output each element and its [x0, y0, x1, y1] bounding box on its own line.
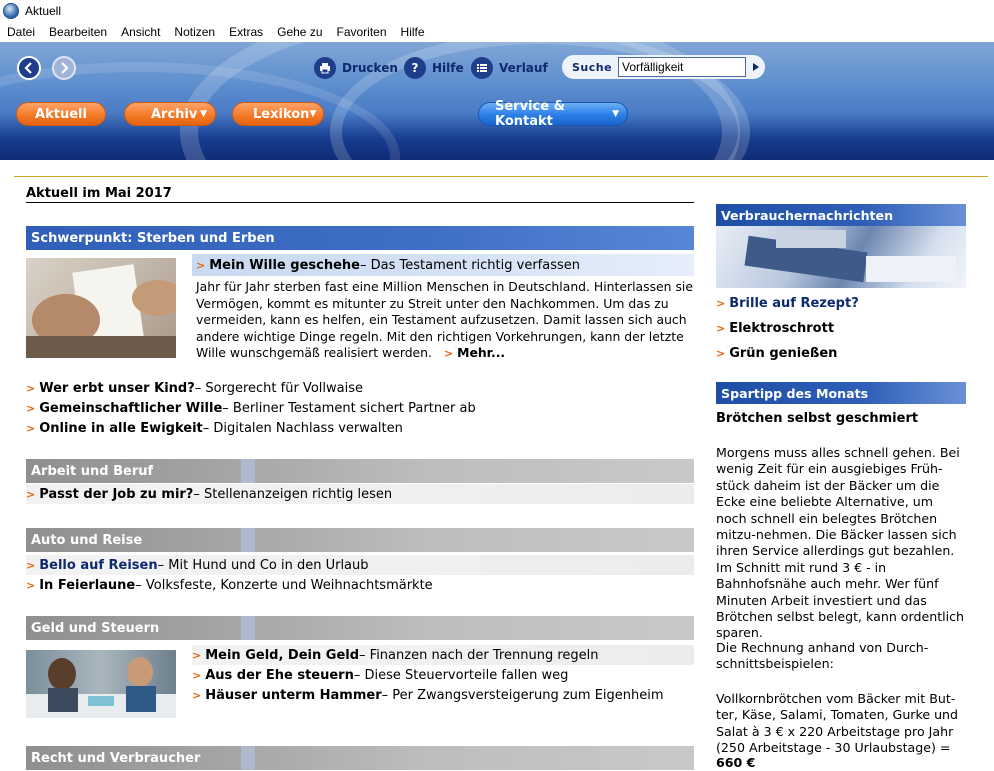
section-title: Arbeit und Beruf [31, 463, 154, 479]
section-header-auto-reise [26, 528, 694, 552]
print-label: Drucken [342, 61, 398, 75]
sidebar-link[interactable] [716, 321, 834, 336]
bar-highlight [241, 746, 255, 770]
triangle-right-icon [752, 62, 760, 72]
section-header-arbeit-beruf [26, 459, 694, 483]
arrow-right-icon: > [192, 668, 202, 682]
printer-icon [314, 57, 336, 79]
sidebar-link-label: Elektroschrott [729, 321, 835, 336]
section-title: Geld und Steuern [31, 620, 160, 636]
help-label: Hilfe [432, 61, 464, 75]
sidebar-header-spartipp [716, 382, 966, 404]
tab-aktuell[interactable] [16, 102, 106, 126]
question-icon: ? [404, 57, 426, 79]
arrow-right-icon: > [716, 322, 726, 335]
article-link[interactable]: Häuser unterm Hammer [205, 687, 382, 703]
menu-hilfe[interactable]: Hilfe [400, 25, 425, 39]
article-subtitle: – Stellenanzeigen richtig lesen [193, 486, 393, 502]
section-title: Recht und Verbraucher [31, 750, 201, 766]
tab-label: Archiv [151, 106, 198, 122]
sidebar-link[interactable] [716, 296, 859, 311]
article-link[interactable]: Mein Geld, Dein Geld [205, 647, 360, 663]
article-subtitle: – Mit Hund und Co in den Urlaub [157, 557, 369, 573]
more-link[interactable]: Mehr... [457, 345, 506, 360]
article-subtitle: – Per Zwangsversteigerung zum Eigenheim [381, 687, 664, 703]
spartipp-total: 660 € [716, 755, 756, 770]
section-header-recht-verbraucher [26, 746, 694, 770]
divider [26, 202, 694, 203]
arrow-right-icon: > [26, 421, 36, 435]
spartipp-headline: Brötchen selbst geschmiert [716, 411, 919, 426]
menu-extras[interactable]: Extras [229, 25, 264, 39]
section-title: Schwerpunkt: Sterben und Erben [31, 230, 275, 246]
article-link[interactable]: Online in alle Ewigkeit [39, 420, 203, 436]
tab-label: Aktuell [35, 106, 87, 122]
list-item[interactable] [192, 685, 694, 705]
sidebar-link-label: Brille auf Rezept? [729, 296, 859, 311]
history-label: Verlauf [499, 61, 548, 75]
featured-article-subtitle: – Das Testament richtig verfassen [359, 257, 580, 273]
featured-article-text [196, 279, 694, 363]
article-link[interactable]: Passt der Job zu mir? [39, 486, 194, 502]
help-button[interactable] [404, 56, 464, 80]
arrow-right-icon: > [26, 401, 36, 415]
bar-highlight [241, 528, 255, 552]
couple-photo [26, 650, 176, 718]
list-item[interactable] [26, 418, 694, 438]
arrow-left-icon [23, 62, 35, 74]
tab-label: Service & Kontakt [495, 99, 565, 129]
article-subtitle: – Sorgerecht für Vollwaise [194, 380, 363, 396]
featured-article-body: Jahr für Jahr sterben fast eine Million Menschen in Deutschland. Hinterlassen sie Vermögen, kommt es mitunter zu Streit unter den Nachkommen. Um das zu vermeiden, kann es helfen, ein Testament aufzusetzen. Damit lassen sich auch andere wichtige Dinge regeln. Mit den richtigen Vorkehrungen, kann der letzte Wille wunschgemäß realisiert werden. [196, 279, 693, 360]
history-button[interactable] [471, 56, 548, 80]
spartipp-paragraph: Morgens muss alles schnell gehen. Bei wenig Zeit für ein ausgiebiges Früh-stück daheim ist der Bäcker um die Ecke eine beliebte Alternative, um noch schnell ein belegtes Brötchen mitzu-nehmen. Die Bäcker lassen sich ihren Service allerdings gut bezahlen. Im Schnitt mit rund 3 € - in Bahnhofsnähe auch mehr. Wer fünf Minuten Arbeit investiert und das Brötchen selbst belegt, kann ordentlich sparen. [716, 445, 965, 641]
list-item[interactable] [26, 484, 694, 504]
featured-article-header[interactable] [192, 254, 694, 276]
print-button[interactable] [314, 56, 398, 80]
arrow-right-icon [58, 62, 70, 74]
nav-toolbar [0, 42, 994, 92]
menubar [0, 22, 994, 42]
tab-archiv[interactable] [124, 102, 216, 126]
article-subtitle: – Berliner Testament sichert Partner ab [222, 400, 476, 416]
list-item[interactable] [26, 555, 694, 575]
window-title: Aktuell [25, 4, 62, 18]
section-header-sterben-erben [26, 226, 694, 250]
window-titlebar [0, 0, 994, 22]
arrow-right-icon: > [192, 648, 202, 662]
spartipp-paragraph: Vollkornbrötchen vom Bäcker mit But-ter, Käse, Salami, Tomaten, Gurke und Salat à 3 € x 220 Arbeitstage pro Jahr (250 Arbeitstage - 30 Urlaubstage) = [716, 691, 959, 756]
testament-photo [26, 258, 176, 358]
caret-down-icon: ▼ [612, 109, 619, 119]
arrow-right-icon: > [26, 558, 36, 572]
arrow-right-icon: > [443, 347, 454, 360]
arrow-right-icon: > [196, 258, 206, 272]
article-subtitle: – Finanzen nach der Trennung regeln [359, 647, 599, 663]
spartipp-paragraph: Die Rechnung anhand von Durch-schnittsbeispielen: [716, 640, 929, 672]
arrow-right-icon: > [716, 347, 726, 360]
sidebar-title: Spartipp des Monats [721, 385, 869, 401]
page-title: Aktuell im Mai 2017 [26, 186, 172, 201]
arrow-right-icon: > [26, 578, 36, 592]
search-label: Suche [572, 60, 613, 74]
arrow-right-icon: > [192, 688, 202, 702]
tab-label: Lexikon [253, 106, 310, 122]
sidebar-header-verbraucher [716, 204, 966, 226]
list-item[interactable] [192, 645, 694, 665]
menu-notizen[interactable]: Notizen [174, 25, 216, 39]
arrow-right-icon: > [26, 381, 36, 395]
divider [14, 176, 988, 177]
menu-bearbeiten[interactable]: Bearbeiten [49, 25, 108, 39]
arrow-right-icon: > [26, 487, 36, 501]
section-title: Auto und Reise [31, 532, 143, 548]
section-header-geld-steuern [26, 616, 694, 640]
caret-down-icon: ▼ [309, 109, 317, 119]
sidebar-title: Verbrauchernachrichten [721, 207, 894, 223]
menu-ansicht[interactable]: Ansicht [121, 25, 161, 39]
bar-highlight [241, 616, 255, 640]
article-subtitle: – Diese Steuervorteile fallen weg [353, 667, 569, 683]
tab-service-kontakt[interactable] [478, 99, 628, 129]
article-link[interactable]: Wer erbt unser Kind? [39, 380, 195, 396]
featured-article-link[interactable]: Mein Wille geschehe [209, 257, 360, 273]
list-item[interactable] [192, 665, 694, 685]
bar-highlight [241, 459, 255, 483]
article-link[interactable]: Aus der Ehe steuern [205, 667, 354, 683]
list-item[interactable] [26, 398, 694, 418]
sidebar-link-label: Grün genießen [729, 346, 838, 361]
search-go-button[interactable] [750, 59, 762, 75]
menu-gehe-zu[interactable]: Gehe zu [277, 25, 323, 39]
article-link[interactable]: Gemeinschaftlicher Wille [39, 400, 223, 416]
search-input[interactable] [618, 57, 746, 77]
caret-down-icon: ▼ [200, 109, 207, 119]
menu-favoriten[interactable]: Favoriten [336, 25, 387, 39]
tab-lexikon[interactable] [232, 102, 324, 126]
article-link[interactable]: In Feierlaune [39, 577, 136, 593]
back-button[interactable] [17, 56, 41, 80]
sidebar-link[interactable] [716, 346, 837, 361]
app-logo-icon [3, 3, 19, 19]
article-subtitle: – Digitalen Nachlass verwalten [202, 420, 403, 436]
search-box [562, 55, 765, 79]
list-icon [471, 57, 493, 79]
list-item[interactable] [26, 378, 694, 398]
consumer-news-photo [716, 226, 966, 288]
article-link[interactable]: Bello auf Reisen [39, 557, 158, 573]
list-item[interactable] [26, 575, 694, 595]
header-banner [0, 42, 994, 160]
menu-datei[interactable]: Datei [7, 25, 36, 39]
article-subtitle: – Volksfeste, Konzerte und Weihnachtsmärkte [135, 577, 433, 593]
arrow-right-icon: > [716, 297, 726, 310]
forward-button[interactable] [52, 56, 76, 80]
